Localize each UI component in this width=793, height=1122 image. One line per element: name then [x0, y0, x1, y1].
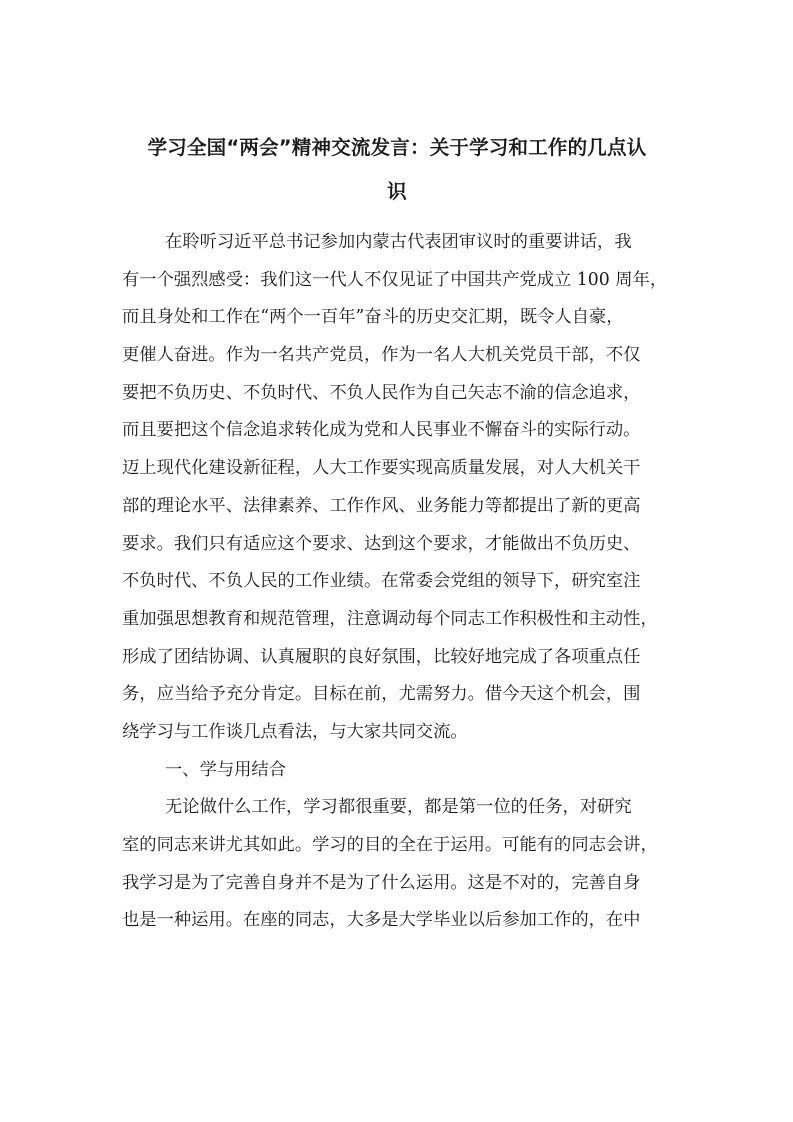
paragraph-line: 更催人奋进。作为一名共产党员，作为一名人大机关党员干部，不仅 — [122, 345, 641, 366]
title-line-2: 识 — [387, 180, 407, 203]
paragraph-line: 绕学习与工作谈几点看法，与大家共同交流。 — [122, 721, 468, 742]
paragraph-line: 也是一种运用。在座的同志，大多是大学毕业以后参加工作的，在中 — [122, 910, 641, 931]
paragraph-line: 有一个强烈感受：我们这一代人不仅见证了中国共产党成立 100 周年， — [122, 269, 668, 290]
document-body — [122, 224, 678, 940]
paragraph-line: 无论做什么工作，学习都很重要，都是第一位的任务，对研究 — [165, 797, 632, 818]
paragraph-line: 在聆听习近平总书记参加内蒙古代表团审议时的重要讲话，我 — [165, 232, 632, 252]
paragraph-line: 而且要把这个信念追求转化成为党和人民事业不懈奋斗的实际行动。 — [122, 420, 641, 441]
paragraph-line: 形成了团结协调、认真履职的良好氛围，比较好地完成了各项重点任 — [122, 646, 641, 667]
paragraph-line: 务，应当给予充分肯定。目标在前，尤需努力。借今天这个机会，围 — [122, 684, 641, 705]
paragraph-line: 我学习是为了完善自身并不是为了什么运用。这是不对的，完善自身 — [122, 872, 641, 893]
paragraph-line: 要求。我们只有适应这个要求、达到这个要求，才能做出不负历史、 — [122, 533, 641, 554]
paragraph-line: 室的同志来讲尤其如此。学习的目的全在于运用。可能有的同志会讲， — [122, 835, 658, 855]
document-title — [112, 126, 682, 214]
section-heading: 一、学与用结合 — [165, 759, 286, 780]
paragraph-line: 不负时代、不负人民的工作业绩。在常委会党组的领导下，研究室注 — [122, 571, 641, 592]
paragraph-line: 要把不负历史、不负时代、不负人民作为自己矢志不渝的信念追求， — [122, 382, 641, 403]
title-line-1: 学习全国“两会”精神交流发言：关于学习和工作的几点认 — [147, 136, 647, 159]
paragraph-line: 部的理论水平、法律素养、工作作风、业务能力等都提出了新的更高 — [122, 495, 641, 516]
paragraph-line: 而且身处和工作在“两个一百年”奋斗的历史交汇期，既令人自豪， — [122, 307, 624, 328]
paragraph-line: 重加强思想教育和规范管理，注意调动每个同志工作积极性和主动性， — [122, 608, 658, 629]
paragraph-line: 迈上现代化建设新征程，人大工作要实现高质量发展，对人大机关干 — [122, 458, 641, 479]
